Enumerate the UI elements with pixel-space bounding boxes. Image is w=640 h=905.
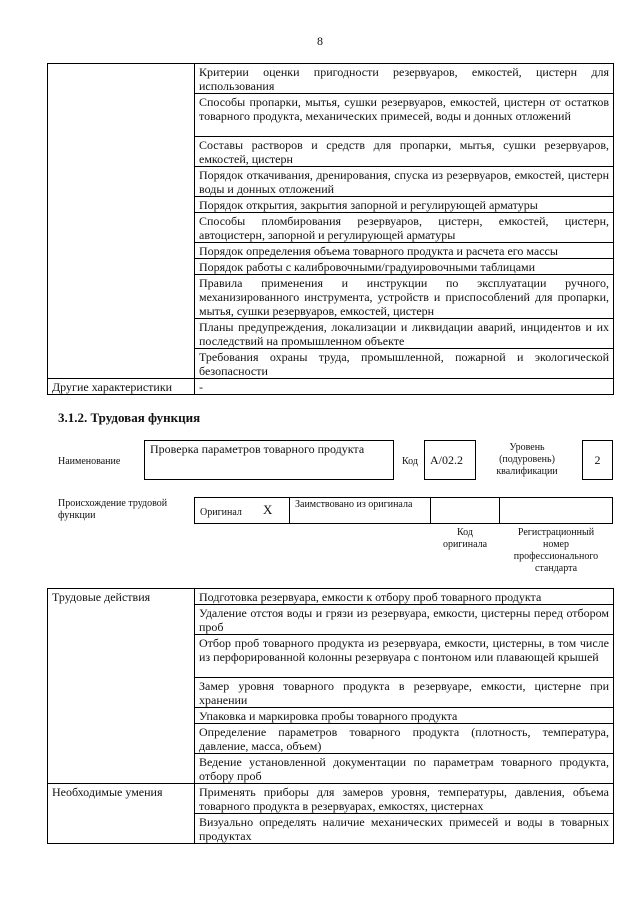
- knowledge-item: Способы пропарки, мытья, сушки резервуаров, емкостей, цистерн от остатков товарного продукта, механических примесей, воды и донных отложений: [195, 94, 614, 137]
- skill-item: Применять приборы для замеров уровня, температуры, давления, объема товарного продукта в резервуарах, емкостях, цистернах: [195, 784, 614, 814]
- skill-item: Визуально определять наличие механических примесей и воды в товарных продуктах: [195, 814, 614, 844]
- code-original-box: [430, 497, 500, 524]
- name-label: Наименование: [58, 456, 121, 467]
- original-box: [194, 497, 290, 524]
- empty-label-cell: [48, 64, 195, 379]
- knowledge-item: Требования охраны труда, промышленной, пожарной и экологической безопасности: [195, 349, 614, 379]
- code-label: Код: [402, 456, 418, 467]
- reg-number-box: [499, 497, 613, 524]
- knowledge-item: Порядок работы с калибровочными/градуировочными таблицами: [195, 259, 614, 275]
- code-original-label: Код оригинала: [442, 527, 488, 550]
- level-box: 2: [582, 440, 613, 480]
- action-item: Удаление отстоя воды и грязи из резервуара, емкости, цистерны перед отбором проб: [195, 605, 614, 635]
- knowledge-item: Порядок откачивания, дренирования, спуска из резервуаров, емкостей, цистерн воды и донных отложений: [195, 167, 614, 197]
- action-item: Подготовка резервуара, емкости к отбору проб товарного продукта: [195, 589, 614, 605]
- code-box: А/02.2: [424, 440, 476, 480]
- section-title: 3.1.2. Трудовая функция: [58, 410, 201, 425]
- actions-table: [47, 588, 614, 844]
- knowledge-item: Критерии оценки пригодности резервуаров, емкостей, цистерн для использования: [195, 64, 614, 94]
- other-characteristics-label: Другие характеристики: [48, 379, 195, 395]
- knowledge-item: Правила применения и инструкции по эксплуатации ручного, механизированного инструмента, устройств и приспособлений для пропарки, мытья, сушки резервуаров, емкостей, цистерн: [195, 275, 614, 319]
- knowledge-item: Способы пломбирования резервуаров, цистерн, емкостей, цистерн, автоцистерн, запорной и регулирующей арматуры: [195, 213, 614, 243]
- knowledge-item: Порядок открытия, закрытия запорной и регулирующей арматуры: [195, 197, 614, 213]
- reg-number-label: Регистрационный номер профессионального стандарта: [513, 527, 599, 574]
- action-item: Определение параметров товарного продукта (плотность, температура, давление, масса, объем): [195, 724, 614, 754]
- page-number: 8: [317, 34, 323, 48]
- original-mark: X: [263, 502, 273, 517]
- action-item: Отбор проб товарного продукта из резервуара, емкости, цистерны, в том числе из перфорированной колонны резервуара с понтоном или плавающей крышей: [195, 635, 614, 678]
- level-label: Уровень (подуровень) квалификации: [496, 442, 558, 477]
- action-item: Ведение установленной документации по параметрам товарного продукта, отбору проб: [195, 754, 614, 784]
- origin-label: Происхождение трудовой функции: [58, 498, 168, 521]
- knowledge-item: Составы растворов и средств для пропарки, мытья, сушки резервуаров, емкостей, цистерн: [195, 137, 614, 167]
- skills-label: Необходимые умения: [48, 784, 195, 844]
- borrowed-box: Заимствовано из оригинала: [289, 497, 431, 524]
- action-item: Замер уровня товарного продукта в резервуаре, емкости, цистерне при хранении: [195, 678, 614, 708]
- knowledge-item: Порядок определения объема товарного продукта и расчета его массы: [195, 243, 614, 259]
- other-characteristics-value: -: [195, 379, 614, 395]
- actions-label: Трудовые действия: [48, 589, 195, 784]
- knowledge-table: [47, 63, 614, 395]
- original-label: Оригинал: [200, 507, 242, 518]
- knowledge-item: Планы предупреждения, локализации и ликвидации аварий, инцидентов и их последствий на промышленном объекте: [195, 319, 614, 349]
- function-name-box: Проверка параметров товарного продукта: [144, 440, 394, 480]
- action-item: Упаковка и маркировка пробы товарного продукта: [195, 708, 614, 724]
